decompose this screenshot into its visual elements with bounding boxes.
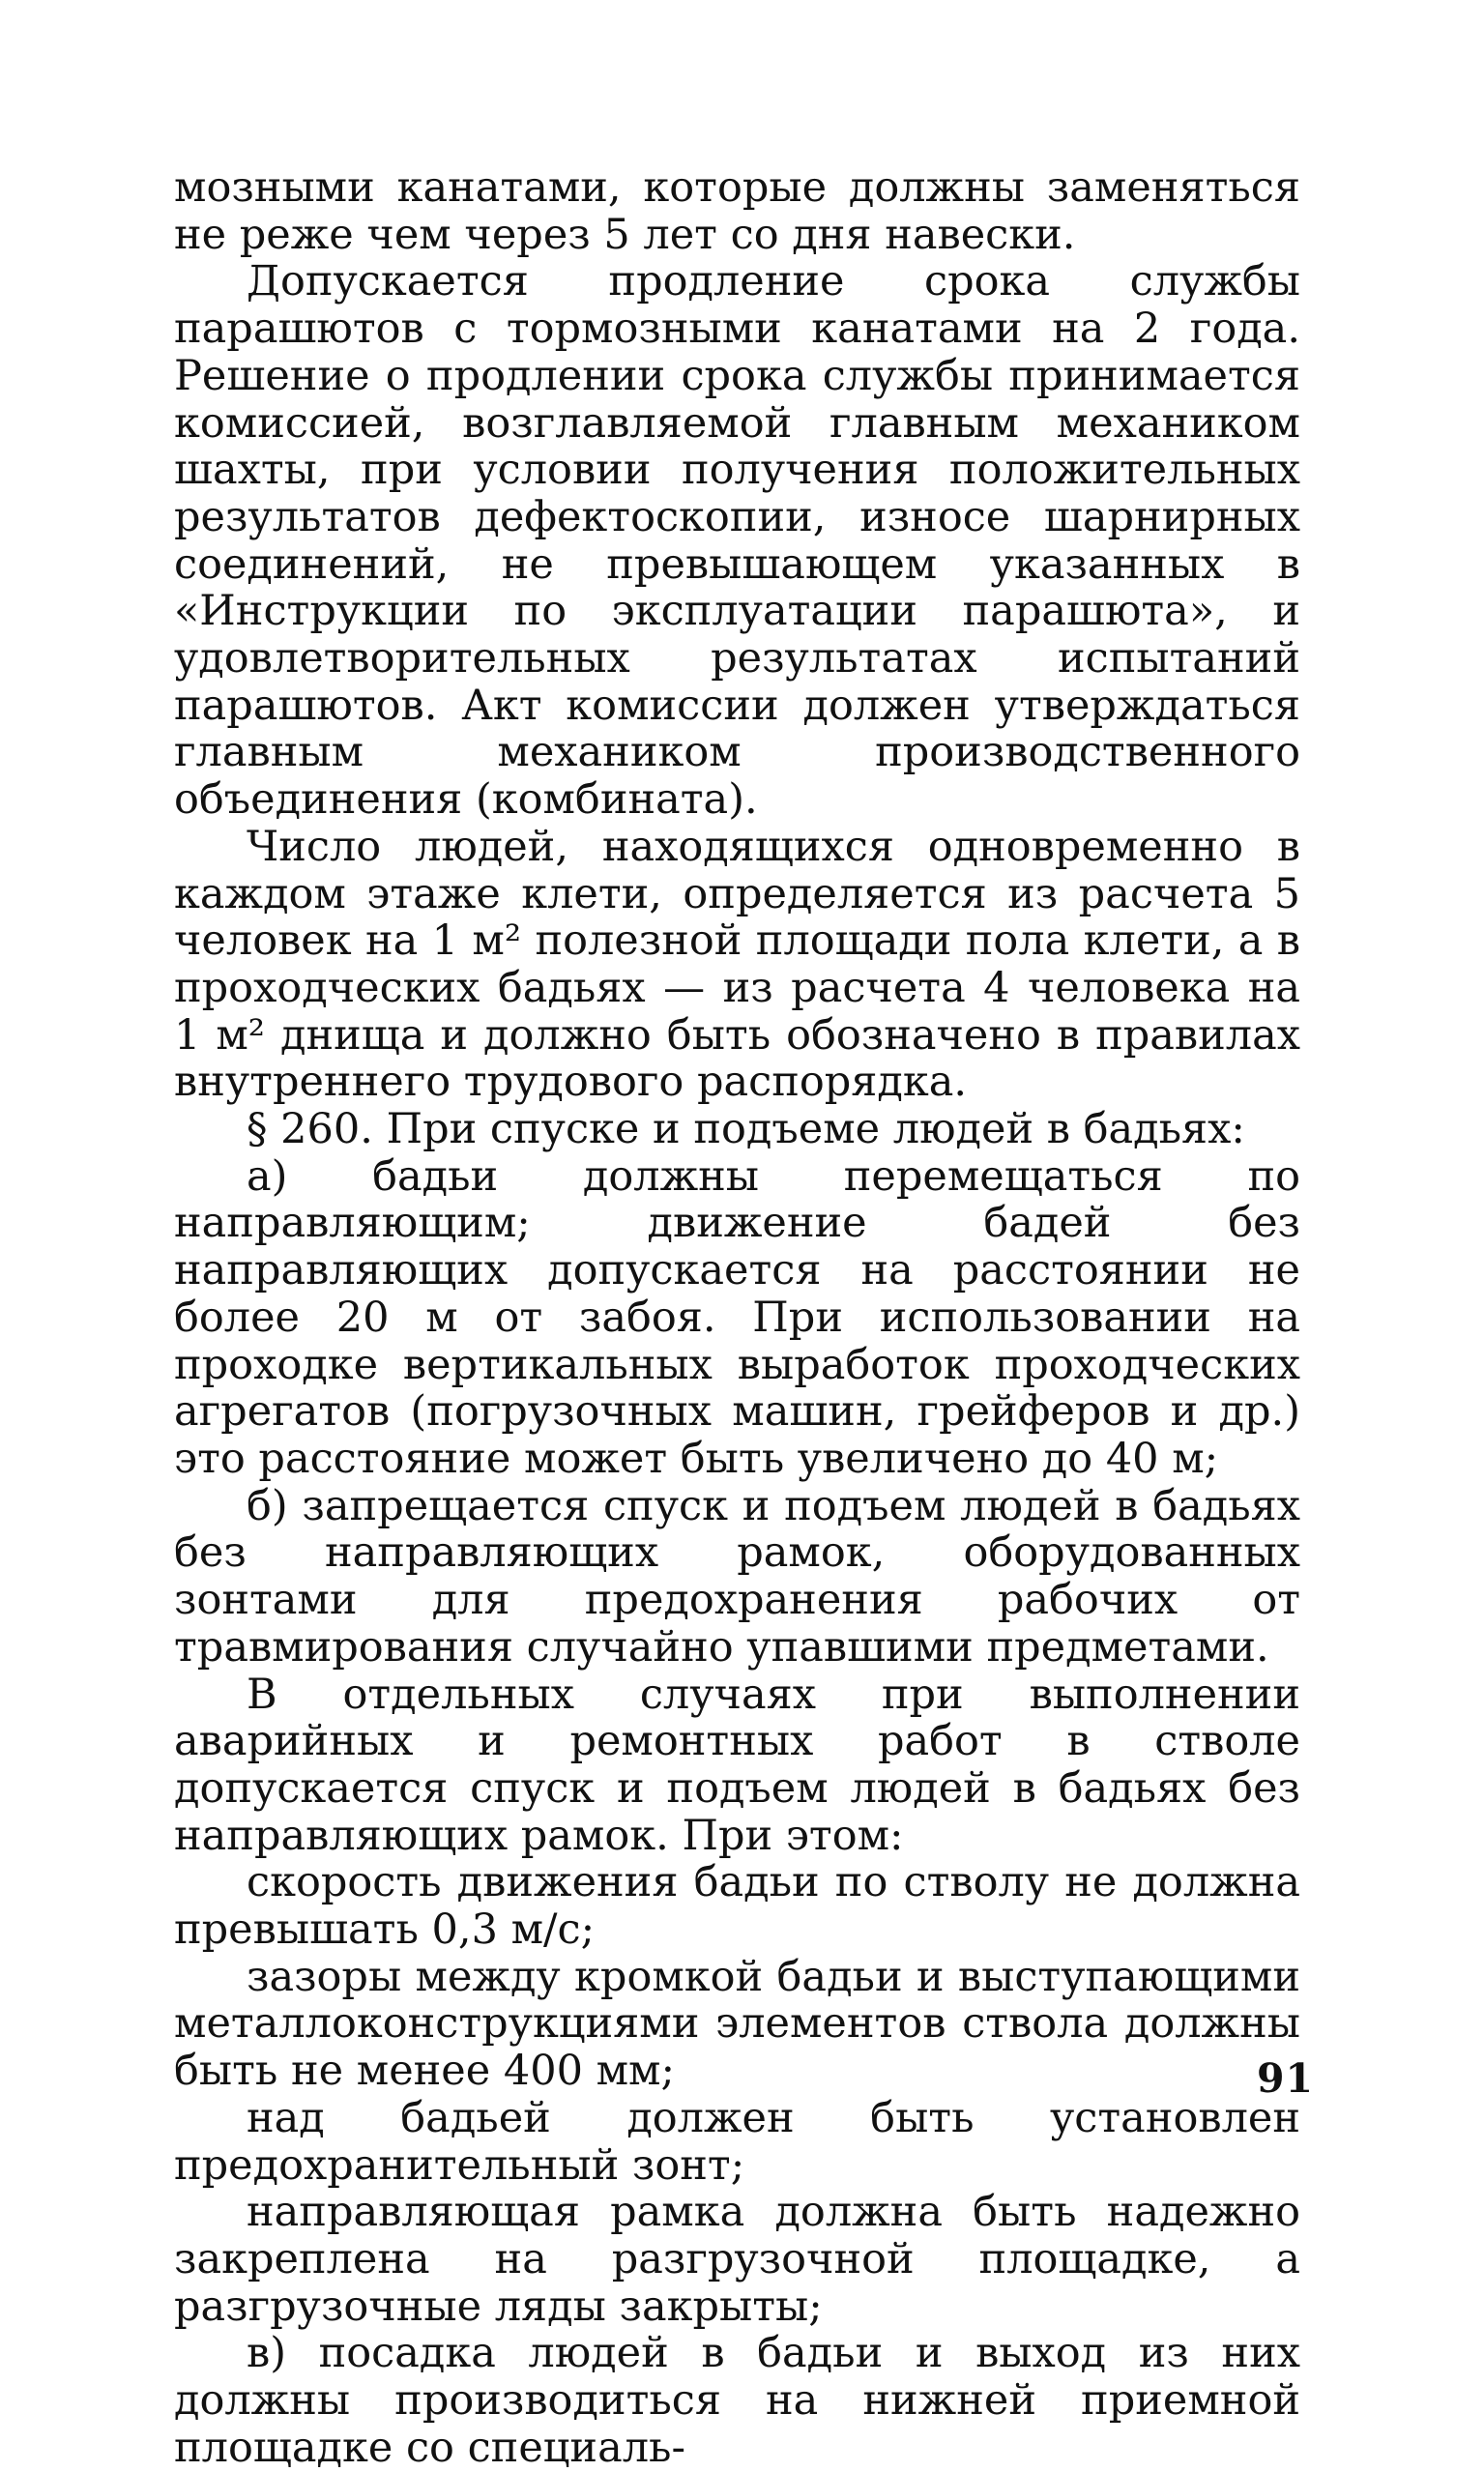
page-body bbox=[174, 163, 1300, 2472]
paragraph-2: Допускается продление срока службы парашютов с тормозными канатами на 2 года. Решение о продлении срока службы принимается комиссией, возглавляемой главным механиком шахты, при условии получения положительных результатов дефектоскопии, износе шарнирных соединений, не превышающем указанных в «Инструкции по эксплуатации парашюта», и удовлетворительных результатах испытаний парашютов. Акт комиссии должен утверждаться главным механиком производственного объединения (комбината). bbox=[174, 257, 1300, 825]
paragraph-8: скорость движения бадьи по стволу не должна превышать 0,3 м/с; bbox=[174, 1858, 1300, 1955]
paragraph-5-item-a: а) бадьи должны перемещаться по направляющим; движение бадей без направляющих допускается на расстоянии не более 20 м от забоя. При использовании на проходке вертикальных выработок проходческих агрегатов (погрузочных машин, грейферов и др.) это расстояние может быть увеличено до 40 м; bbox=[174, 1151, 1300, 1483]
paragraph-12-item-v: в) посадка людей в бадьи и выход из них должны производиться на нижней приемной площадке со специаль- bbox=[174, 2329, 1300, 2472]
paragraph-6-item-b: б) запрещается спуск и подъем людей в бадьях без направляющих рамок, оборудованных зонтами для предохранения рабочих от травмирования случайно упавшими предметами. bbox=[174, 1481, 1300, 1672]
paragraph-7: В отдельных случаях при выполнении аварийных и ремонтных работ в стволе допускается спуск и подъем людей в бадьях без направляющих рамок. При этом: bbox=[174, 1670, 1300, 1860]
paragraph-9: зазоры между кромкой бадьи и выступающими металлоконструкциями элементов ствола должны быть не менее 400 мм; bbox=[174, 1952, 1300, 2096]
paragraph-4-section-260: § 260. При спуске и подъеме людей в бадьях: bbox=[247, 1105, 1245, 1154]
page-number: 91 bbox=[1257, 2055, 1315, 2102]
paragraph-10: над бадьей должен быть установлен предохранительный зонт; bbox=[174, 2093, 1300, 2190]
paragraph-1: мозными канатами, которые должны заменяться не реже чем через 5 лет со дня навески. bbox=[174, 163, 1300, 259]
paragraph-11: направляющая рамка должна быть надежно закреплена на разгрузочной площадке, а разгрузочные ляды закрыты; bbox=[174, 2188, 1300, 2331]
paragraph-3: Число людей, находящихся одновременно в каждом этаже клети, определяется из расчета 5 человек на 1 м² полезной площади пола клети, а в проходческих бадьях — из расчета 4 человека на 1 м² днища и должно быть обозначено в правилах внутреннего трудового распорядка. bbox=[174, 822, 1300, 1107]
